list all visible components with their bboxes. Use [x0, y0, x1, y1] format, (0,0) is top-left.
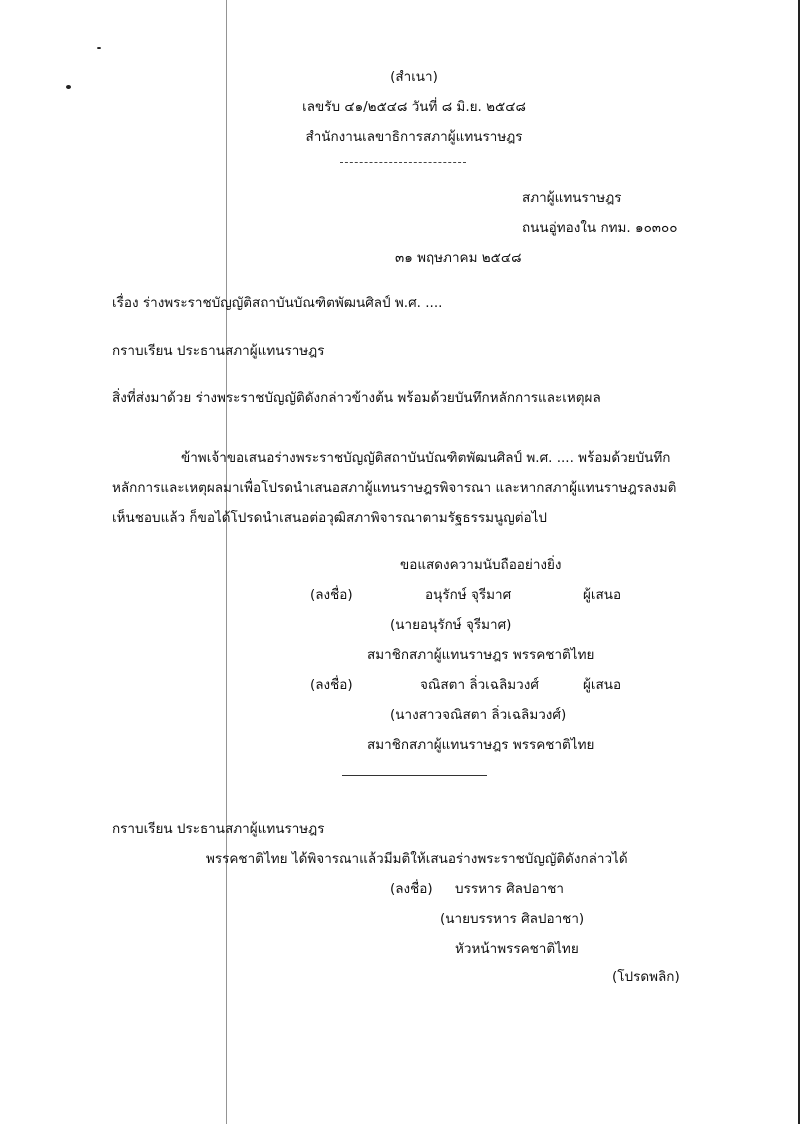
sender-address: ถนนอู่ทองใน กทม. ๑๐๓๐๐ — [522, 220, 678, 236]
endorsement-position: หัวหน้าพรรคชาติไทย — [455, 941, 579, 957]
subject-line: เรื่อง ร่างพระราชบัญญัติสถาบันบัณฑิตพัฒนศิลป์ พ.ศ. .... — [112, 295, 443, 311]
scan-speck — [66, 85, 71, 89]
endorsement-statement: พรรคชาติไทย ได้พิจารณาแล้วมีมติให้เสนอร่างพระราชบัญญัติดังกล่าวได้ — [206, 851, 628, 867]
endorsement-salutation: กราบเรียน ประธานสภาผู้แทนราษฎร — [112, 821, 325, 837]
signatory-full-name-1: (นายอนุรักษ์ จุรีมาศ) — [390, 617, 512, 633]
body-line-2: หลักการและเหตุผลมาเพื่อโปรดนำเสนอสภาผู้แทนราษฎรพิจารณา และหากสภาผู้แทนราษฎรลงมติ — [112, 480, 677, 496]
signatory-full-name-2: (นางสาวจณิสตา ลิ่วเฉลิมวงศ์) — [390, 707, 567, 723]
signatory-name-1: อนุรักษ์ จุรีมาศ — [425, 587, 512, 603]
signatory-role-2: ผู้เสนอ — [583, 677, 622, 693]
endorsement-name: บรรหาร ศิลปอาชา — [455, 881, 564, 897]
copy-mark: (สำเนา) — [390, 69, 438, 85]
closing-phrase: ขอแสดงความนับถืออย่างยิ่ง — [400, 557, 562, 573]
receipt-line: เลขรับ ๔๑/๒๕๔๘ วันที่ ๘ มิ.ย. ๒๕๔๘ — [302, 99, 526, 115]
signatory-name-2: จณิสตา ลิ่วเฉลิมวงศ์ — [420, 677, 539, 693]
signatory-role-1: ผู้เสนอ — [583, 587, 622, 603]
sign-label-1: (ลงชื่อ) — [310, 587, 353, 603]
signatory-position-2: สมาชิกสภาผู้แทนราษฎร พรรคชาติไทย — [367, 737, 595, 753]
sender-org: สภาผู้แทนราษฎร — [522, 190, 622, 206]
letter-date: ๓๑ พฤษภาคม ๒๕๔๘ — [395, 250, 522, 266]
sign-label-2: (ลงชื่อ) — [310, 677, 353, 693]
scan-speck — [97, 47, 101, 49]
section-divider — [342, 775, 487, 776]
header-separator — [340, 162, 466, 163]
endorsement-full-name: (นายบรรหาร ศิลปอาชา) — [440, 911, 585, 927]
signatory-position-1: สมาชิกสภาผู้แทนราษฎร พรรคชาติไทย — [367, 647, 595, 663]
turn-page-note: (โปรดพลิก) — [612, 969, 680, 985]
endorsement-sign-label: (ลงชื่อ) — [390, 881, 433, 897]
salutation: กราบเรียน ประธานสภาผู้แทนราษฎร — [112, 343, 325, 359]
receiving-office: สำนักงานเลขาธิการสภาผู้แทนราษฎร — [305, 129, 523, 145]
scan-fold-line — [226, 0, 227, 1124]
enclosure-line: สิ่งที่ส่งมาด้วย ร่างพระราชบัญญัติดังกล่าวข้างต้น พร้อมด้วยบันทึกหลักการและเหตุผล — [112, 390, 601, 406]
body-line-3: เห็นชอบแล้ว ก็ขอได้โปรดนำเสนอต่อวุฒิสภาพิจารณาตามรัฐธรรมนูญต่อไป — [112, 510, 547, 526]
body-line-1: ข้าพเจ้าขอเสนอร่างพระราชบัญญัติสถาบันบัณฑิตพัฒนศิลป์ พ.ศ. .... พร้อมด้วยบันทึก — [181, 450, 671, 466]
